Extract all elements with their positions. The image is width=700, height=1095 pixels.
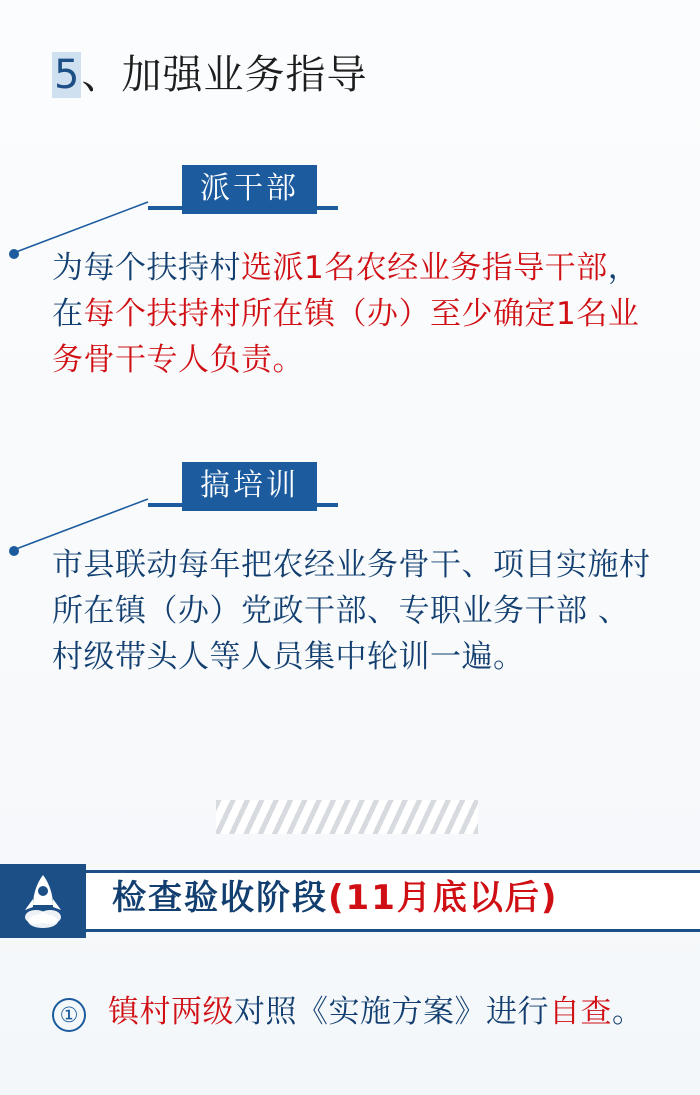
callout-paragraph-2 bbox=[52, 543, 652, 681]
para1-seg1: 为每个扶持村 bbox=[52, 250, 241, 286]
hatch-divider bbox=[216, 800, 478, 834]
rocket-icon bbox=[18, 872, 68, 934]
section-heading bbox=[52, 52, 367, 98]
stage-banner bbox=[0, 864, 700, 938]
callout-label-2: 搞培训 bbox=[182, 462, 317, 511]
list-item-text bbox=[108, 990, 644, 1036]
list-item-marker: ① bbox=[52, 998, 86, 1032]
banner-title-main: 检查验收阶段 bbox=[112, 878, 328, 918]
banner-title bbox=[112, 880, 558, 917]
section-title: 加强业务指导 bbox=[121, 52, 368, 98]
list-item bbox=[52, 990, 662, 1036]
para1-seg2: 选派1名农经业务指导干部 bbox=[241, 250, 608, 286]
item1-seg2: 对照《实施方案》进行 bbox=[234, 994, 549, 1030]
para1-seg3: ，在 bbox=[52, 250, 640, 332]
callout-paragraph-1 bbox=[52, 246, 652, 384]
banner-title-note: (11月底以后) bbox=[328, 878, 559, 918]
banner-badge bbox=[0, 864, 86, 938]
item1-seg3: 自查 bbox=[549, 994, 612, 1030]
item1-seg1: 镇村两级 bbox=[108, 994, 234, 1030]
para2-seg1: 市县联动每年把农经业务骨干、项目实施村所在镇（办）党政干部、专职业务干部 、村级带头人等人员集中轮训一遍。 bbox=[52, 547, 651, 675]
section-number: 5 bbox=[54, 52, 80, 98]
section-separator: 、 bbox=[81, 52, 122, 98]
para1-seg4: 每个扶持村所在镇（办）至少确定1名业务骨干专人负责。 bbox=[52, 295, 640, 378]
item1-seg4: 。 bbox=[612, 994, 644, 1030]
callout-label-1: 派干部 bbox=[182, 165, 317, 214]
